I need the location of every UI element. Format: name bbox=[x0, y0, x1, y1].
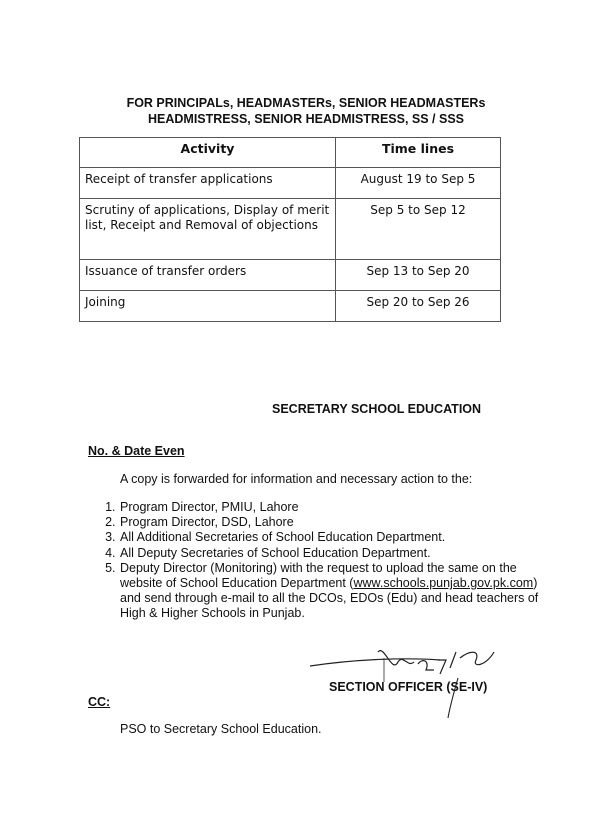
activity-cell: Scrutiny of applications, Display of merit list, Receipt and Removal of objections bbox=[80, 199, 336, 260]
section-officer-title: SECTION OFFICER (SE-IV) bbox=[329, 680, 488, 694]
list-item: 3. All Additional Secretaries of School Education Department. bbox=[119, 530, 539, 545]
table-row bbox=[80, 168, 501, 199]
website-link[interactable]: www.schools.punjab.gov.pk.com bbox=[353, 576, 534, 591]
time-cell: Sep 13 to Sep 20 bbox=[336, 260, 501, 291]
recipient-5-text-b: ) and send through e-mail to all the DCOs, EDOs (Edu) and head teachers of High & Higher Schools in Punjab. bbox=[120, 576, 539, 621]
list-item: 4. All Deputy Secretaries of School Education Department. bbox=[119, 546, 539, 561]
recipient-list bbox=[88, 500, 539, 622]
cc-recipient: PSO to Secretary School Education. bbox=[120, 722, 322, 736]
list-item bbox=[119, 561, 539, 622]
time-lines-header: Time lines bbox=[336, 138, 501, 168]
handwritten-signature bbox=[300, 622, 520, 722]
signatory-title: SECRETARY SCHOOL EDUCATION bbox=[272, 402, 482, 416]
list-item: 2. Program Director, DSD, Lahore bbox=[119, 515, 539, 530]
activity-cell: Receipt of transfer applications bbox=[80, 168, 336, 199]
activity-header: Activity bbox=[80, 138, 336, 168]
table-row bbox=[80, 291, 501, 322]
activity-cell: Joining bbox=[80, 291, 336, 322]
list-item: 1. Program Director, PMIU, Lahore bbox=[119, 500, 539, 515]
table-row bbox=[80, 260, 501, 291]
time-cell: Sep 20 to Sep 26 bbox=[336, 291, 501, 322]
header-line-2: HEADMISTRESS, SENIOR HEADMISTRESS, SS / SSS bbox=[147, 112, 465, 126]
table-header-row bbox=[80, 138, 501, 168]
header-line-1: FOR PRINCIPALs, HEADMASTERs, SENIOR HEADMASTERs bbox=[126, 96, 486, 110]
time-cell: Sep 5 to Sep 12 bbox=[336, 199, 501, 260]
reference-line: No. & Date Even bbox=[88, 444, 185, 458]
activity-cell: Issuance of transfer orders bbox=[80, 260, 336, 291]
time-cell: August 19 to Sep 5 bbox=[336, 168, 501, 199]
cc-label: CC: bbox=[88, 695, 111, 709]
table-row bbox=[80, 199, 501, 260]
recipient-5-text-a: Deputy Director (Monitoring) with the request to upload the same on the website of School Education Department ( bbox=[120, 560, 517, 591]
schedule-table bbox=[79, 137, 501, 322]
forwarding-intro: A copy is forwarded for information and necessary action to the: bbox=[120, 472, 473, 486]
